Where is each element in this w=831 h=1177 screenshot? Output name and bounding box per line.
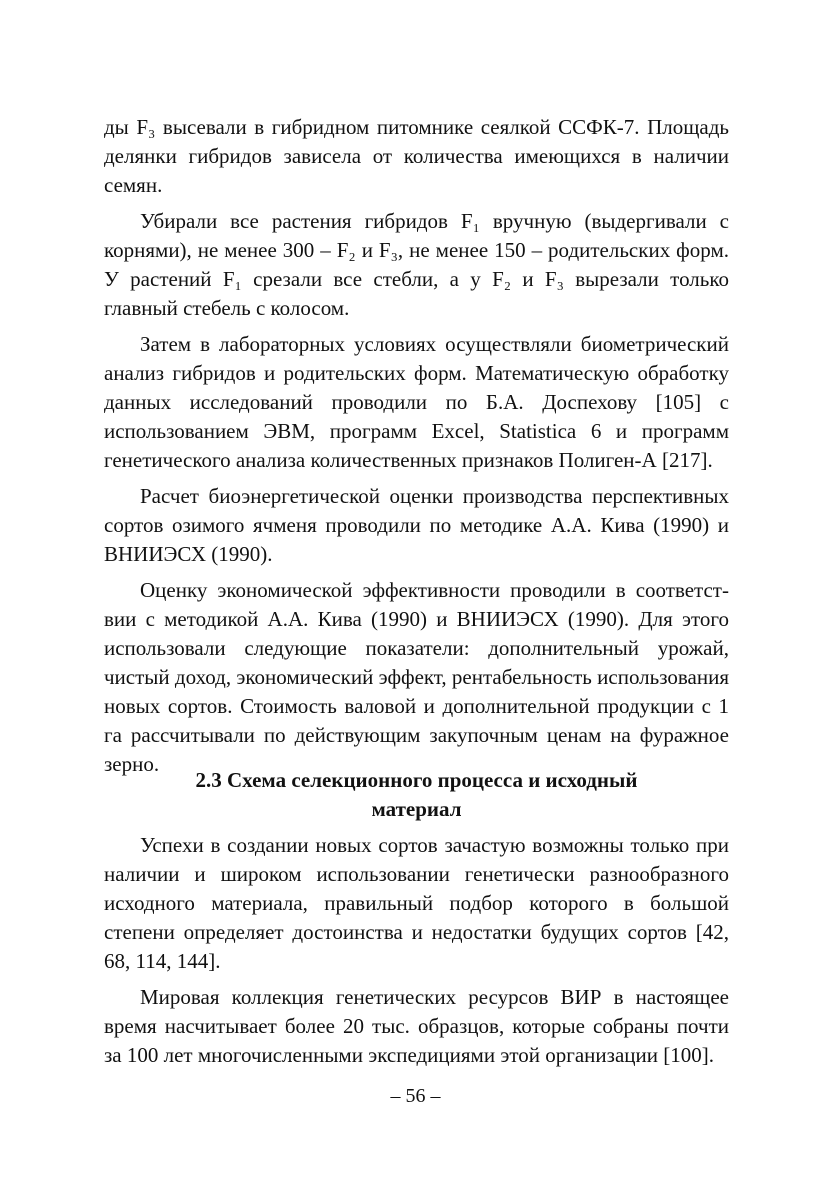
- paragraph-1: ды F₃ высевали в гибридном питомнике сеялкой ССФК-7. Площадь делянки гибридов зависела от количества имеющихся в наличии семян.: [104, 115, 729, 197]
- body-text-bottom: [104, 831, 729, 1070]
- paragraph-7: Мировая коллекция генетических ресурсов ВИР в настоящее время насчитывает более 20 тыс. образцов, которые собраны почти за 100 лет многочисленными экспедициями этой организации [100].: [104, 985, 729, 1067]
- paragraph-2: Убирали все растения гибридов F₁ вручную (выдергивали с корнями), не менее 300 – F₂ и F₃, не менее 150 – родительских форм. У растений F₁ срезали все стебли, а у F₂ и F₃ вырезали только главный стебель с колосом.: [104, 209, 729, 320]
- page-number: – 56 –: [390, 1085, 441, 1107]
- paragraph-5: Оценку экономической эффективности проводили в соответствии с методикой А.А. Кива (1990) и ВНИИЭСХ (1990). Для этого использовали следующие показатели: дополнительный урожай, чистый доход, экономический эффект, рентабельность использования новых сортов. Стоимость валовой и дополнительной продукции с 1 га рассчитывали по действующим закупочным ценам на фуражное зерно.: [104, 578, 729, 776]
- body-text-top: [104, 113, 729, 779]
- paragraph-4: Расчет биоэнергетической оценки производства перспективных сортов озимого ячменя проводили по методике А.А. Кива (1990) и ВНИИЭСХ (1990).: [104, 484, 729, 566]
- section-heading-line-2: материал: [371, 797, 462, 821]
- section-heading-line-1: 2.3 Схема селекционного процесса и исходный: [195, 768, 638, 792]
- paragraph-3: Затем в лабораторных условиях осуществляли биометрический анализ гибридов и родительских форм. Математическую обработку данных исследований проводили по Б.А. Доспехову [105] с использованием ЭВМ, программ Excel, Statistica 6 и программ генетического анализа количественных признаков Полиген-А [217].: [104, 332, 729, 472]
- section-heading: [104, 766, 729, 824]
- paragraph-6: Успехи в создании новых сортов зачастую возможны только при наличии и широком использовании генетически разнообразного исходного материала, правильный подбор которого в большой степени определяет достоинства и недостатки будущих сортов [42, 68, 114, 144].: [104, 833, 729, 973]
